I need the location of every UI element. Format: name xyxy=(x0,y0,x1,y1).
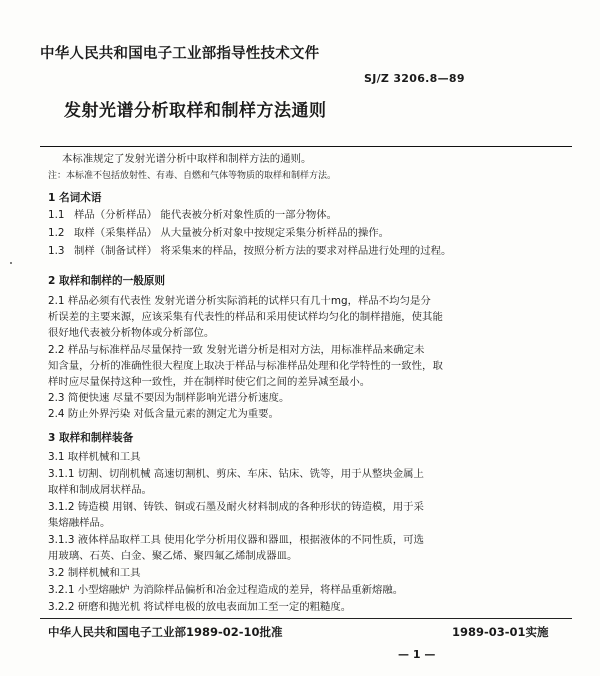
subsection-3-1: 3.1 取样机械和工具 xyxy=(48,451,141,463)
section-1-heading: 1 名词术语 xyxy=(48,192,102,204)
para-3-2-2: 3.2.2 研磨和抛光机 将试样电极的放电表面加工至一定的粗糙度。 xyxy=(48,601,352,613)
para-2-1-line1: 2.1 样品必须有代表性 发射光谱分析实际消耗的试样只有几十mg，样品不均匀是分 xyxy=(48,295,431,307)
term-1-2 xyxy=(48,226,389,240)
term-text: 样品（分析样品） 能代表被分析对象性质的一部分物体。 xyxy=(74,209,338,221)
term-number: 1.1 xyxy=(48,209,65,221)
subsection-3-2: 3.2 制样机械和工具 xyxy=(48,567,141,579)
para-2-2-line3: 样时应尽量保持这种一致性，并在制样时使它们之间的差异减至最小。 xyxy=(48,376,371,388)
term-number: 1.2 xyxy=(48,227,65,239)
document-title: 发射光谱分析取样和制样方法通则 xyxy=(64,101,327,121)
issuer-heading: 中华人民共和国电子工业部指导性技术文件 xyxy=(40,46,320,62)
term-text: 制样（制备试样） 将采集来的样品，按照分析方法的要求对样品进行处理的过程。 xyxy=(74,245,452,257)
footer-rule xyxy=(40,618,572,619)
term-number: 1.3 xyxy=(48,245,65,257)
para-3-1-3-line2: 用玻璃、石英、白金、聚乙烯、聚四氟乙烯制成器皿。 xyxy=(48,550,298,562)
term-1-3 xyxy=(48,244,451,258)
scope-note: 注：本标准不包括放射性、有毒、自燃和气体等物质的取样和制样方法。 xyxy=(48,171,337,181)
term-1-1 xyxy=(48,208,337,222)
para-2-1-line3: 很好地代表被分析物体或分析部位。 xyxy=(48,327,215,339)
section-2-heading: 2 取样和制样的一般原则 xyxy=(48,275,165,287)
para-2-4: 2.4 防止外界污染 对低含量元素的测定尤为重要。 xyxy=(48,408,279,420)
para-3-2-1: 3.2.1 小型熔融炉 为消除样品偏析和冶金过程造成的差异，将样品重新熔融。 xyxy=(48,584,404,596)
term-text: 取样（采集样品） 从大量被分析对象中按规定采集分析样品的操作。 xyxy=(74,227,390,239)
para-2-2-line1: 2.2 样品与标准样品尽量保持一致 发射光谱分析是相对方法，用标准样品来确定未 xyxy=(48,344,425,356)
para-3-1-3-line1: 3.1.3 液体样品取样工具 使用化学分析用仪器和器皿，根据液体的不同性质，可选 xyxy=(48,534,424,546)
para-3-1-1-line2: 取样和制成屑状样品。 xyxy=(48,484,152,496)
standard-code: SJ/Z 3206.8—89 xyxy=(364,72,465,85)
para-2-3: 2.3 简便快速 尽量不要因为制样影响光谱分析速度。 xyxy=(48,392,290,404)
para-3-1-2-line2: 集熔融样品。 xyxy=(48,517,111,529)
scope-text: 本标准规定了发射光谱分析中取样和制样方法的通则。 xyxy=(62,153,312,165)
para-2-1-line2: 析误差的主要来源，应该采集有代表性的样品和采用使试样均匀化的制样措施，使其能 xyxy=(48,311,443,323)
section-3-heading: 3 取样和制样装备 xyxy=(48,432,134,444)
para-3-1-2-line1: 3.1.2 铸造模 用钢、铸铁、铜或石墨及耐火材料制成的各种形状的铸造模，用于采 xyxy=(48,501,424,513)
para-2-2-line2: 知含量，分析的准确性很大程度上取决于样品与标准样品处理和化学特性的一致性，取 xyxy=(48,360,443,372)
para-3-1-1-line1: 3.1.1 切割、切削机械 高速切割机、剪床、车床、钻床、铣等，用于从整块金属上 xyxy=(48,468,424,480)
title-rule xyxy=(40,146,572,147)
scan-speck xyxy=(10,262,12,264)
page-number: — 1 — xyxy=(398,648,436,661)
implementation-date: 1989-03-01实施 xyxy=(452,625,549,639)
approval-date: 中华人民共和国电子工业部1989-02-10批准 xyxy=(48,625,283,639)
